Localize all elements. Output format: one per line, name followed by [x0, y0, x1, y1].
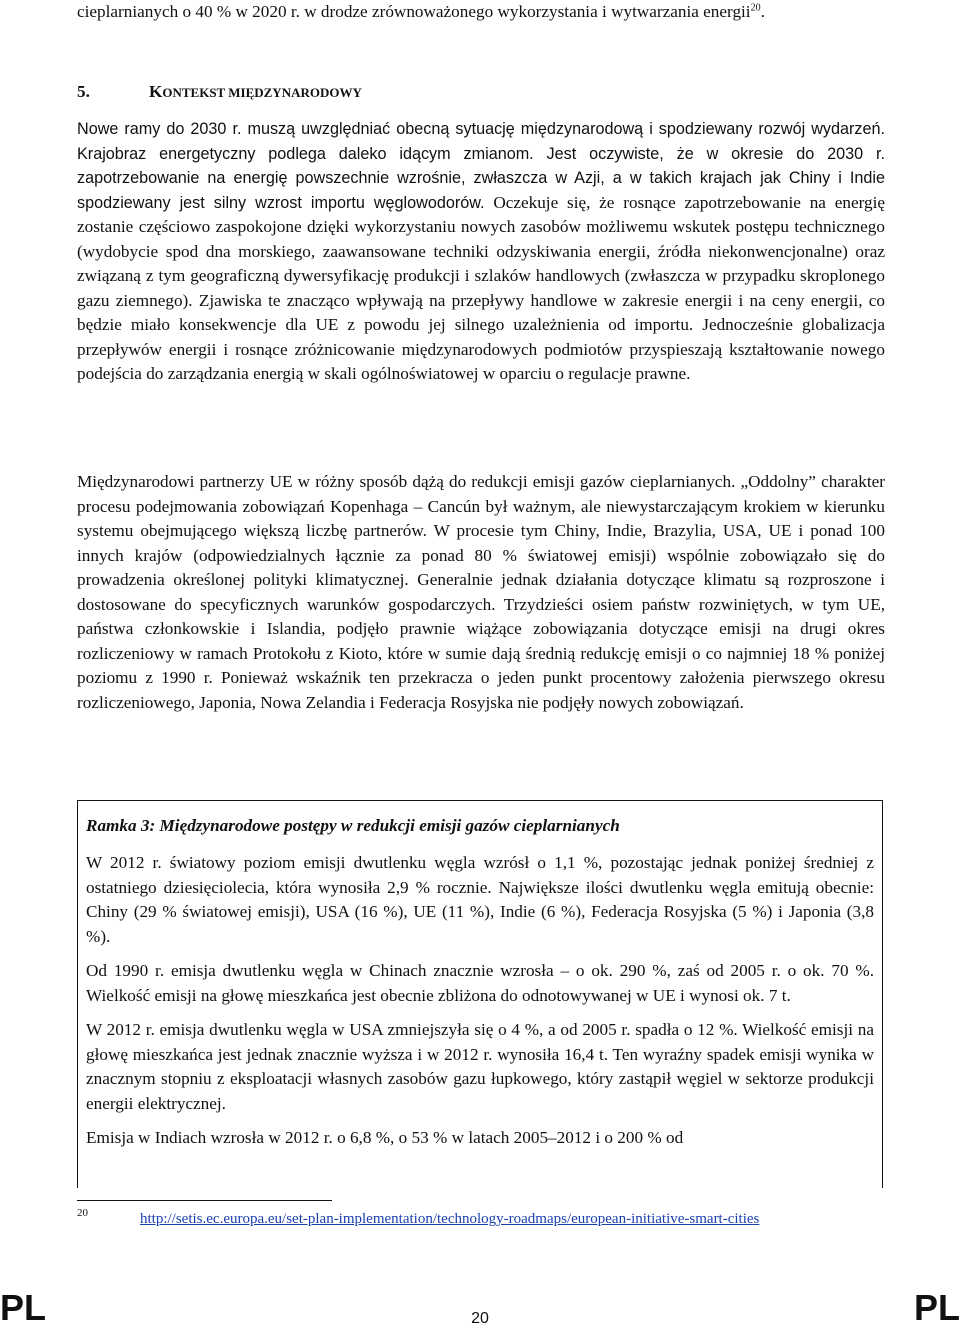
footnote-separator — [77, 1200, 332, 1201]
continued-paragraph-text: cieplarnianych o 40 % w 2020 r. w drodze zrównoważonego wykorzystania i wytwarzania energii — [77, 2, 751, 21]
continued-paragraph — [77, 0, 885, 25]
language-label-right: PL — [913, 1287, 960, 1328]
box-paragraph: W 2012 r. światowy poziom emisji dwutlenku węgla wzrósł o 1,1 %, pozostając jednak poniżej średniej z ostatniego dziesięciolecia, która wynosiła 2,9 % rocznie. Największe ilości dwutlenku węgla emitują obecnie: Chiny (29 % światowej emisji), USA (16 %), UE (11 %), Indie (6 %), Federacja Rosyjska (5 %) i Japonia (3,8 %). — [86, 853, 874, 946]
paragraph-body: Oczekuje się, że rosnące zapotrzebowanie na energię zostanie częściowo zaspokojone dzięki wykorzystaniu nowych zasobów możliwemu wskutek postępu technicznego (wydobycie spod dna morskiego, zaawansowane techniki odzyskiwania energii, źródła niekonwencjonalne) oraz związaną z tym geograficzną dywersyfikację produkcji i szlaków handlowych (zwłaszcza w przypadku skroplonego gazu ziemnego). Zjawiska te znacząco wpływają na przepływy handlowe w zakresie energii i na ceny energii, co będzie miało konsekwencje dla UE z powodu jej silnego uzależnienia od importu. Jednocześnie globalizacja przepływów energii i rosnące zróżnicowanie międzynarodowych podmiotów przyspieszają kształtowanie nowego podejścia do zarządzania energią w skali ogólnoświatowej w oparciu o regulacje prawne. — [77, 192, 885, 383]
box-paragraph: Emisja w Indiach wzrosła w 2012 r. o 6,8 %, o 53 % w latach 2005–2012 i o 200 % od — [86, 1128, 684, 1147]
paragraph-text: Międzynarodowi partnerzy UE w różny sposób dążą do redukcji emisji gazów cieplarnianych. „Oddolny” charakter procesu podejmowania zobowiązań Kopenhaga – Cancún był ważnym, ale niewystarczającym krokiem w kierunku systemu obejmującego większą liczbę partnerów. W procesie tym Chiny, Indie, Brazylia, USA, UE i ponad 100 innych krajów (odpowiedzialnych łącznie za ponad 80 % światowej emisji) wspólnie zobowiązało się do prowadzenia określonej polityki klimatycznej. Generalnie jednak działania dotyczące klimatu są rozproszone i dostosowane do specyficznych warunków gospodarczych. Trzydzieści osiem państw rozwiniętych, w tym UE, państwa członkowskie i Islandia, podjęło prawnie wiążące zobowiązania dotyczące emisji na drugi okres rozliczeniowy w ramach Protokołu z Kioto, które w sumie dają średnią redukcję emisji o co najmniej 18 % poniżej poziomu z 1990 r. Ponieważ wskaźnik ten przekracza o jeden punkt procentowy założenia pierwszego okresu rozliczeniowego, Japonia, Nowa Zelandia i Federacja Rosyjska nie podjęły nowych zobowiązań. — [77, 472, 885, 712]
section-title: ONTEKST MIĘDZYNARODOWY — [162, 85, 362, 100]
paragraph-international-context — [77, 117, 885, 387]
language-label-left: PL — [0, 1287, 47, 1328]
page-number: 20 — [471, 1310, 489, 1327]
section-number: 5. — [77, 82, 90, 101]
footnote-number: 20 — [77, 1207, 88, 1219]
paragraph-lead: Nowe ramy do 2030 r. muszą uwzględniać obecną sytuację międzynarodową i spodziewany rozwój wydarzeń. Krajobraz energetyczny podlega daleko idącym zmianom. Jest oczywiste, że w okresie do 2030 r. zapotrzebowanie na energię powszechnie wzrośnie, zwłaszcza w Azji, a w takich krajach jak Chiny i Indie spodziewany jest silny wzrost importu węglowodorów. — [77, 120, 885, 212]
footnote-link[interactable]: http://setis.ec.europa.eu/set-plan-implementation/technology-roadmaps/european-initiative-smart-cities — [140, 1211, 760, 1227]
section-title-initial: K — [149, 82, 163, 101]
info-box — [77, 800, 883, 1188]
continued-paragraph-tail: . — [760, 2, 765, 21]
box-title: Ramka 3: Międzynarodowe postępy w redukcji emisji gazów cieplarnianych — [86, 816, 620, 835]
box-paragraph: Od 1990 r. emisja dwutlenku węgla w Chinach znacznie wzrosła – o ok. 290 %, zaś od 2005 r. o ok. 70 %. Wielkość emisji na głowę mieszkańca jest obecnie zbliżona do odnotowywanej w UE i wynosi ok. 7 t. — [86, 961, 874, 1005]
paragraph-international-partners — [77, 470, 885, 715]
footnote-reference[interactable]: 20 — [750, 2, 761, 14]
section-heading — [77, 80, 885, 105]
box-paragraph: W 2012 r. emisja dwutlenku węgla w USA zmniejszyła się o 4 %, a od 2005 r. spadła o 12 %. Wielkość emisji na głowę mieszkańca jest jednak znacznie wyższa i w 2012 r. wynosiła 16,4 t. Ten wyraźny spadek emisji wynika w znacznym stopniu z eksploatacji własnych zasobów gazu łupkowego, który zastąpił węgiel w sektorze produkcji energii elektrycznej. — [86, 1020, 874, 1113]
